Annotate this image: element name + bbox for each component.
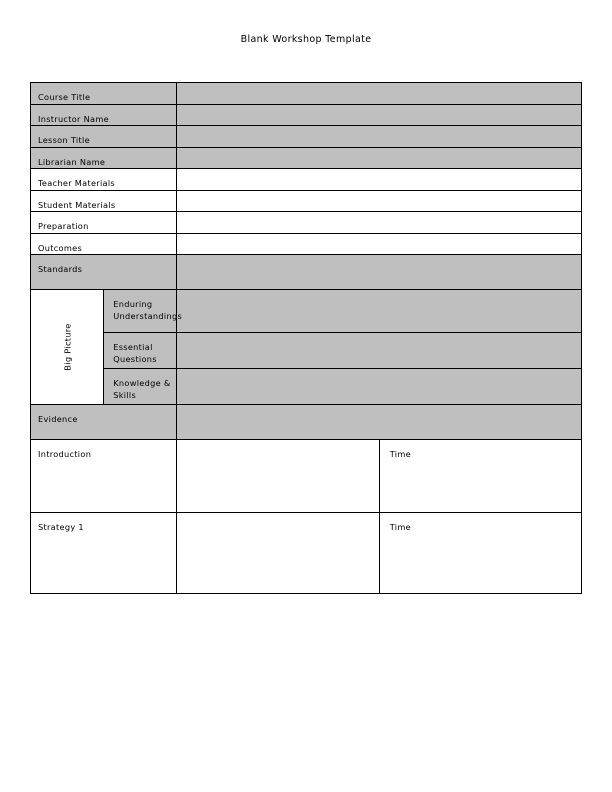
field-label-introduction: Introduction <box>38 449 92 459</box>
field-label-cell-evidence <box>31 405 177 440</box>
field-label-knowledge-skills: Knowledge & Skills <box>113 378 171 400</box>
field-label-cell-course-title <box>31 83 177 105</box>
table-row <box>31 440 582 513</box>
field-input-evidence[interactable] <box>177 405 582 440</box>
field-input-outcomes[interactable] <box>177 233 582 255</box>
table-row <box>31 333 582 369</box>
table-row <box>31 513 582 594</box>
table-row <box>31 190 582 212</box>
field-input-teacher-materials[interactable] <box>177 169 582 191</box>
time-label-introduction: Time <box>389 449 411 459</box>
table-row <box>31 104 582 126</box>
field-label-essential-questions: Essential Questions <box>113 342 157 364</box>
field-label-cell-student-materials <box>31 190 177 212</box>
workshop-template-table-wrapper <box>30 82 582 594</box>
table-row <box>31 212 582 234</box>
field-label-cell-strategy-1 <box>31 513 177 594</box>
field-input-enduring-understandings[interactable] <box>177 290 582 333</box>
group-label-cell-big-picture <box>31 290 104 405</box>
field-input-knowledge-skills[interactable] <box>177 369 582 405</box>
field-input-standards[interactable] <box>177 255 582 290</box>
table-row <box>31 290 582 333</box>
field-label-preparation: Preparation <box>38 221 89 231</box>
field-label-instructor-name: Instructor Name <box>38 113 109 124</box>
field-label-enduring-understandings: Enduring Understandings <box>113 299 183 321</box>
field-label-lesson-title: Lesson Title <box>38 135 90 145</box>
field-label-cell-standards <box>31 255 177 290</box>
group-label-big-picture: Big Picture <box>62 323 73 371</box>
field-label-cell-enduring-understandings <box>104 290 183 333</box>
field-label-student-materials: Student Materials <box>38 199 116 210</box>
field-input-preparation[interactable] <box>177 212 582 234</box>
field-label-standards: Standards <box>38 264 83 274</box>
table-row <box>31 126 582 148</box>
field-label-cell-outcomes <box>31 233 177 255</box>
field-label-cell-teacher-materials <box>31 169 177 191</box>
table-row <box>31 83 582 105</box>
table-row <box>31 169 582 191</box>
time-cell-strategy-1[interactable] <box>379 513 581 594</box>
time-cell-introduction[interactable] <box>379 440 581 513</box>
field-label-course-title: Course Title <box>38 92 91 102</box>
table-row <box>31 233 582 255</box>
field-input-lesson-title[interactable] <box>177 126 582 148</box>
field-label-teacher-materials: Teacher Materials <box>38 178 115 188</box>
table-row <box>31 147 582 169</box>
field-input-course-title[interactable] <box>177 83 582 105</box>
table-row <box>31 369 582 405</box>
field-label-cell-knowledge-skills <box>104 369 177 405</box>
time-label-strategy-1: Time <box>389 522 411 532</box>
workshop-template-table <box>30 82 582 594</box>
field-label-cell-lesson-title <box>31 126 177 148</box>
field-label-librarian-name: Librarian Name <box>38 156 106 167</box>
table-row <box>31 405 582 440</box>
field-input-strategy-1[interactable] <box>177 513 379 594</box>
field-input-student-materials[interactable] <box>177 190 582 212</box>
table-row <box>31 255 582 290</box>
field-input-instructor-name[interactable] <box>177 104 582 126</box>
field-label-cell-essential-questions <box>104 333 177 369</box>
field-label-cell-instructor-name <box>31 104 177 126</box>
field-input-librarian-name[interactable] <box>177 147 582 169</box>
field-input-introduction[interactable] <box>177 440 379 513</box>
field-label-evidence: Evidence <box>38 414 78 424</box>
field-input-essential-questions[interactable] <box>177 333 582 369</box>
field-label-strategy-1: Strategy 1 <box>38 522 84 532</box>
field-label-outcomes: Outcomes <box>38 242 83 253</box>
page-title: Blank Workshop Template <box>240 34 372 45</box>
field-label-cell-preparation <box>31 212 177 234</box>
field-label-cell-librarian-name <box>31 147 177 169</box>
field-label-cell-introduction <box>31 440 177 513</box>
